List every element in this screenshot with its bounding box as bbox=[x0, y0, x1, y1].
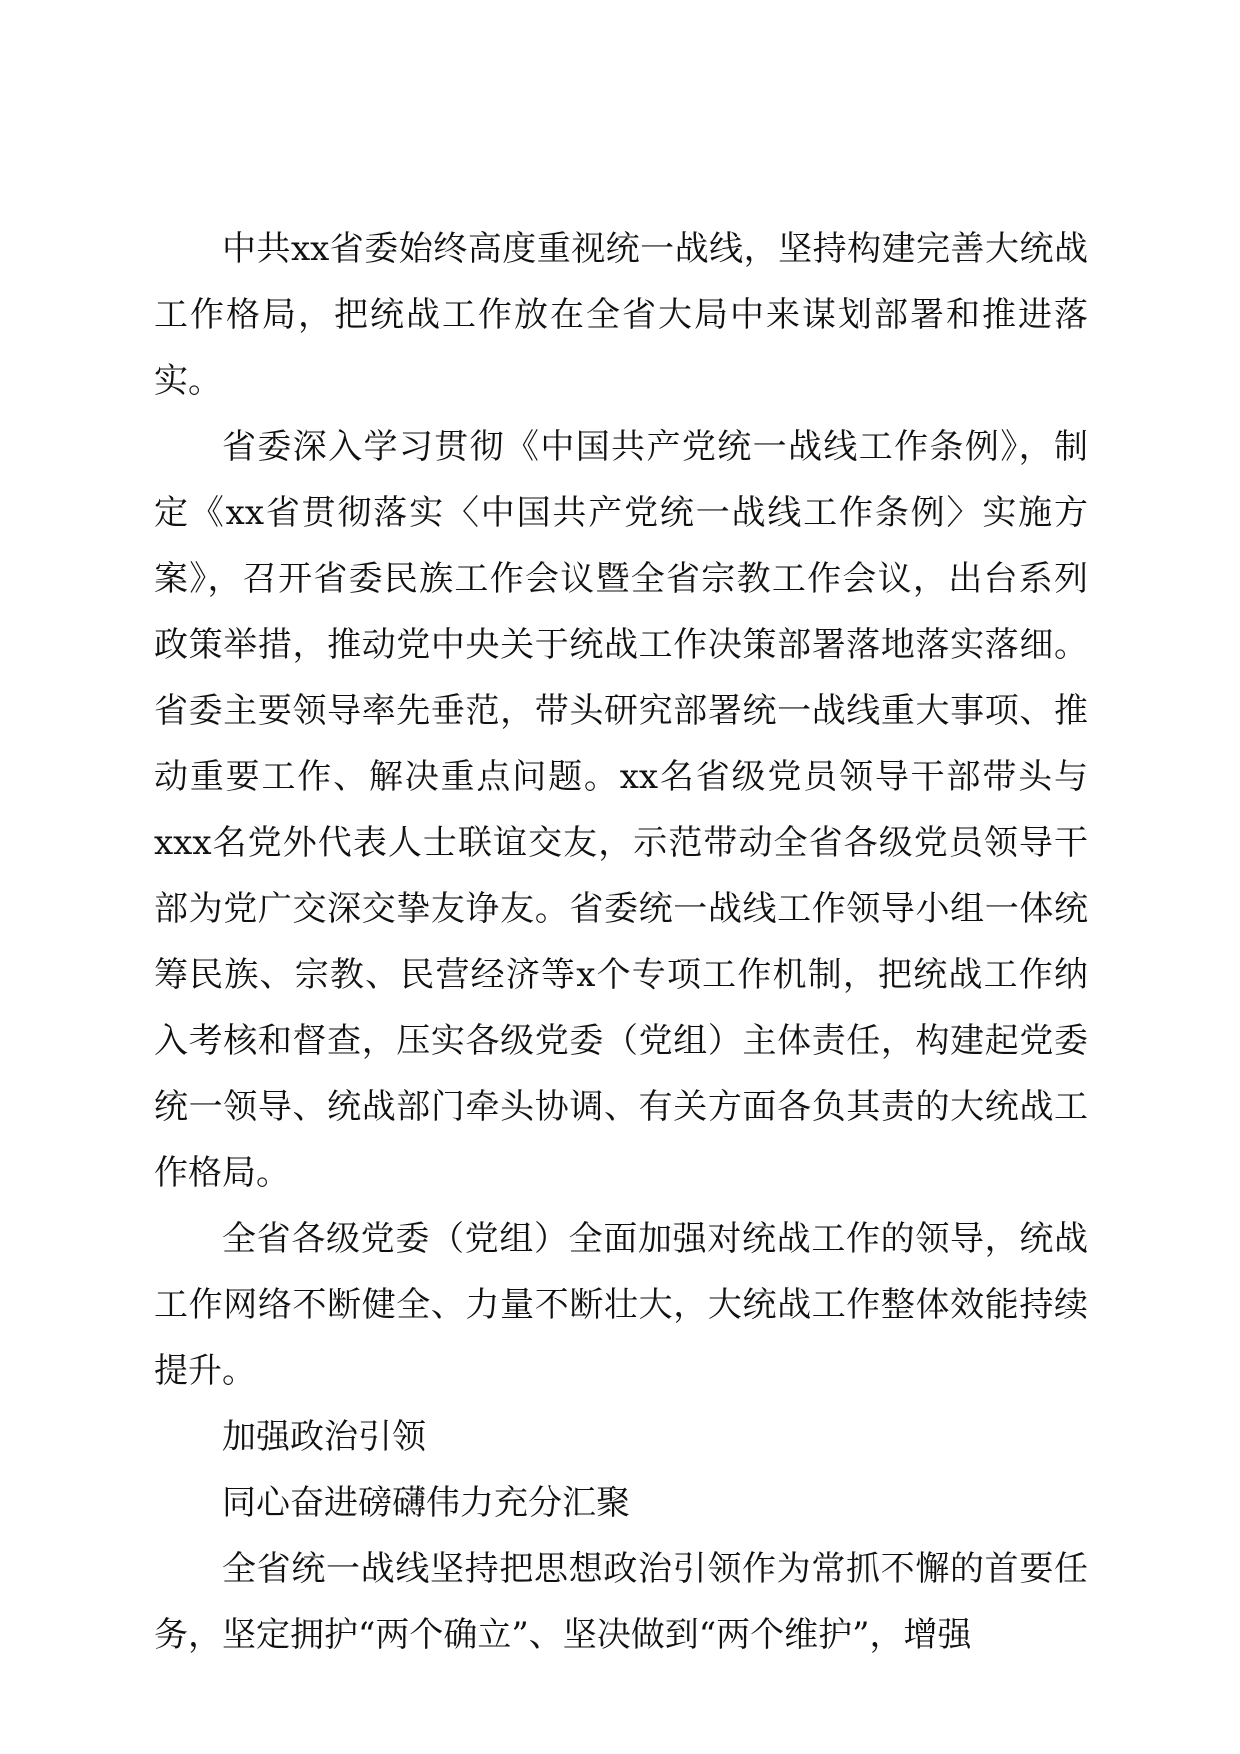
paragraph-leadership: 全省各级党委（党组）全面加强对统战工作的领导，统战工作网络不断健全、力量不断壮大，大统战工作整体效能持续提升。 bbox=[154, 1219, 1088, 1391]
paragraph-political-guidance: 全省统一战线坚持把思想政治引领作为常抓不懈的首要任务，坚定拥护“两个确立”、坚决做到“两个维护”，增强 bbox=[154, 1549, 1088, 1655]
paragraph-intro: 中共xx省委始终高度重视统一战线，坚持构建完善大统战工作格局，把统战工作放在全省大局中来谋划部署和推进落实。 bbox=[154, 229, 1088, 401]
paragraph-provincial-committee: 省委深入学习贯彻《中国共产党统一战线工作条例》，制定《xx省贯彻落实〈中国共产党统一战线工作条例〉实施方案》，召开省委民族工作会议暨全省宗教工作会议，出台系列政策举措，推动党中央关于统战工作决策部署落地落实落细。省委主要领导率先垂范，带头研究部署统一战线重大事项、推动重要工作、解决重点问题。xx名省级党员领导干部带头与xxx名党外代表人士联谊交友，示范带动全省各级党员领导干部为党广交深交挚友诤友。省委统一战线工作领导小组一体统筹民族、宗教、民营经济等x个专项工作机制，把统战工作纳入考核和督查，压实各级党委（党组）主体责任，构建起党委统一领导、统战部门牵头协调、有关方面各负其责的大统战工作格局。 bbox=[154, 427, 1088, 1193]
section-heading: 加强政治引领 bbox=[222, 1417, 426, 1457]
document-body bbox=[154, 216, 1088, 1668]
section-subheading: 同心奋进磅礴伟力充分汇聚 bbox=[222, 1483, 630, 1523]
